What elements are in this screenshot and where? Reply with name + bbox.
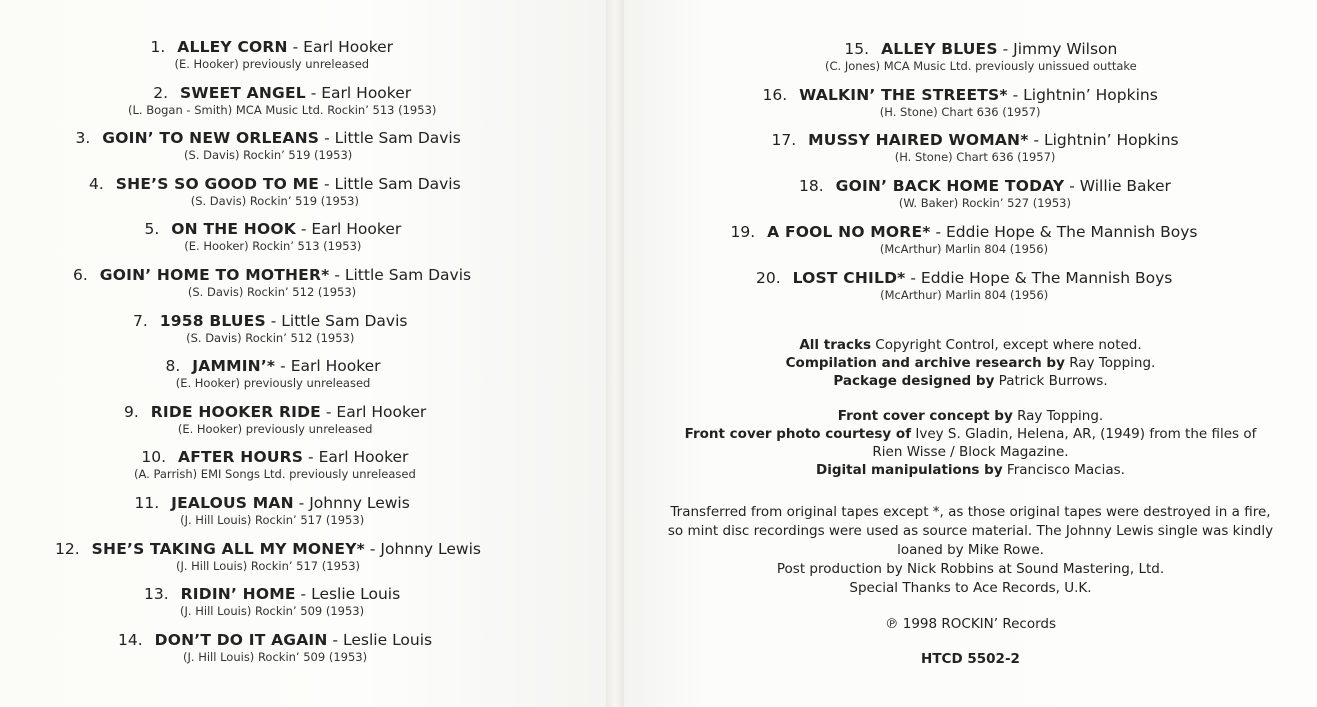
track-number: 5. — [144, 220, 160, 238]
track-entry — [76, 129, 461, 162]
track-line: 15. ALLEY BLUES - Jimmy Wilson — [844, 40, 1118, 58]
credit-label: Front cover concept by — [837, 408, 1013, 424]
track-entry — [825, 40, 1137, 73]
track-entry — [756, 269, 1172, 302]
track-line: 20. LOST CHILD* - Eddie Hope & The Mannish Boys — [756, 269, 1173, 287]
track-entry — [73, 266, 471, 299]
track-line: 10. AFTER HOURS - Earl Hooker — [141, 448, 409, 466]
track-artist: Little Sam Davis — [334, 129, 461, 147]
track-credit: (J. Hill Louis) Rockin’ 509 (1953) — [180, 604, 365, 618]
track-entry — [772, 131, 1179, 164]
right-panel — [624, 0, 1317, 707]
track-entry — [89, 175, 461, 208]
track-credit: (C. Jones) MCA Music Ltd. previously unissued outtake — [825, 59, 1137, 73]
credit-text: Ray Topping. — [1017, 408, 1104, 424]
track-line: 5. ON THE HOOK - Earl Hooker — [144, 220, 402, 238]
track-artist: Earl Hooker — [321, 84, 412, 102]
track-line: 9. RIDE HOOKER RIDE - Earl Hooker — [124, 403, 427, 421]
track-number: 9. — [124, 403, 139, 421]
track-entry — [145, 220, 402, 253]
track-entry — [128, 84, 436, 117]
track-title: JEALOUS MAN — [171, 494, 294, 512]
track-number: 15. — [844, 40, 870, 58]
track-line: 17. MUSSY HAIRED WOMAN* - Lightnin’ Hopkins — [771, 131, 1179, 149]
track-title: ON THE HOOK — [171, 220, 296, 238]
track-line: 16. WALKIN’ THE STREETS* - Lightnin’ Hopkins — [762, 86, 1158, 104]
track-credit: (E. Hooker) previously unreleased — [175, 376, 371, 390]
track-line: 7. 1958 BLUES - Little Sam Davis — [133, 312, 408, 330]
track-artist: Johnny Lewis — [309, 494, 410, 512]
credit-label: Package designed by — [833, 373, 995, 389]
track-title: SHE’S TAKING ALL MY MONEY* — [91, 540, 365, 558]
track-credit: (J. Hill Louis) Rockin’ 509 (1953) — [183, 650, 368, 664]
track-entry — [134, 448, 416, 481]
track-title: LOST CHILD* — [792, 269, 906, 287]
track-number: 16. — [762, 86, 788, 104]
credit-label: Front cover photo courtesy of — [684, 426, 912, 442]
track-credit: (S. Davis) Rockin’ 519 (1953) — [190, 194, 359, 208]
track-credit: (S. Davis) Rockin’ 519 (1953) — [184, 148, 353, 162]
track-artist: Little Sam Davis — [334, 175, 461, 193]
track-title: RIDE HOOKER RIDE — [150, 403, 321, 421]
track-line: 12. SHE’S TAKING ALL MY MONEY* - Johnny Lewis — [55, 540, 481, 558]
track-entry — [133, 312, 407, 345]
booklet-fold — [606, 0, 624, 707]
track-line: 2. SWEET ANGEL - Earl Hooker — [153, 84, 412, 102]
track-number: 12. — [55, 540, 80, 558]
credit-text: Patrick Burrows. — [998, 373, 1108, 389]
track-number: 11. — [134, 494, 160, 512]
track-credit: (L. Bogan - Smith) MCA Music Ltd. Rockin’ 513 (1953) — [128, 103, 437, 117]
track-entry — [763, 86, 1158, 119]
transfer-line: loaned by Mike Rowe. — [897, 542, 1044, 558]
track-artist: Earl Hooker — [311, 220, 402, 238]
track-number: 10. — [141, 448, 166, 466]
track-credit: (E. Hooker) Rockin’ 513 (1953) — [184, 239, 362, 253]
track-artist: Johnny Lewis — [380, 540, 481, 558]
track-line: 3. GOIN’ TO NEW ORLEANS - Little Sam Davis — [75, 129, 461, 147]
track-artist: Eddie Hope & The Mannish Boys — [946, 223, 1198, 241]
track-number: 18. — [799, 177, 824, 195]
track-number: 8. — [165, 357, 181, 375]
track-artist: Jimmy Wilson — [1013, 40, 1118, 58]
track-artist: Lightnin’ Hopkins — [1023, 86, 1158, 104]
track-entry — [166, 357, 381, 390]
track-number: 14. — [118, 631, 143, 649]
track-title: DON’T DO IT AGAIN — [154, 631, 328, 649]
track-number: 4. — [89, 175, 104, 193]
track-credit: (E. Hooker) previously unreleased — [177, 422, 373, 436]
track-entry — [799, 177, 1171, 210]
track-artist: Earl Hooker — [303, 38, 394, 56]
track-title: GOIN’ BACK HOME TODAY — [835, 177, 1065, 195]
copyright-line: ℗ 1998 ROCKIN’ Records — [884, 616, 1057, 632]
track-credit: (S. Davis) Rockin’ 512 (1953) — [187, 285, 357, 299]
transfer-line: Transferred from original tapes except *, as those original tapes were destroyed in a fire, — [670, 504, 1271, 520]
track-credit: (J. Hill Louis) Rockin’ 517 (1953) — [175, 559, 361, 573]
track-line: 4. SHE’S SO GOOD TO ME - Little Sam Davis — [89, 175, 461, 193]
track-title: A FOOL NO MORE* — [767, 223, 931, 241]
credit-text: Ray Topping. — [1069, 355, 1156, 371]
track-credit: (S. Davis) Rockin’ 512 (1953) — [186, 331, 355, 345]
credit-label: Compilation and archive research by — [785, 355, 1065, 371]
track-number: 2. — [153, 84, 169, 102]
track-number: 19. — [730, 223, 756, 241]
track-entry — [118, 631, 432, 664]
track-line: 8. JAMMIN’* - Earl Hooker — [165, 357, 381, 375]
credit-text: Copyright Control, except where noted. — [875, 337, 1142, 353]
track-line: 13. RIDIN’ HOME - Leslie Louis — [144, 585, 401, 603]
track-number: 3. — [75, 129, 91, 147]
track-artist: Leslie Louis — [311, 585, 401, 603]
credit-text: Rien Wisse / Block Magazine. — [872, 444, 1069, 460]
track-title: GOIN’ TO NEW ORLEANS — [102, 129, 320, 147]
track-line: 6. GOIN’ HOME TO MOTHER* - Little Sam Davis — [73, 266, 472, 284]
track-line: 18. GOIN’ BACK HOME TODAY - Willie Baker — [799, 177, 1171, 195]
track-artist: Eddie Hope & The Mannish Boys — [920, 269, 1173, 287]
track-number: 1. — [150, 38, 166, 56]
track-title: RIDIN’ HOME — [180, 585, 296, 603]
track-artist: Lightnin’ Hopkins — [1043, 131, 1179, 149]
track-credit: (E. Hooker) previously unreleased — [174, 57, 370, 71]
track-title: ALLEY CORN — [177, 38, 288, 56]
track-credit: (A. Parrish) EMI Songs Ltd. previously unreleased — [134, 467, 416, 481]
track-entry — [135, 494, 410, 527]
transfer-notes — [624, 503, 1317, 598]
track-line: 1. ALLEY CORN - Earl Hooker — [150, 38, 394, 56]
credit-label: Digital manipulations by — [816, 462, 1003, 478]
credit-text: Francisco Macias. — [1006, 462, 1125, 478]
left-panel — [0, 0, 606, 707]
track-title: GOIN’ HOME TO MOTHER* — [99, 266, 330, 284]
track-artist: Earl Hooker — [336, 403, 427, 421]
track-title: JAMMIN’* — [192, 357, 276, 375]
track-entry — [151, 38, 394, 71]
track-artist: Earl Hooker — [290, 357, 381, 375]
transfer-line: so mint disc recordings were used as source material. The Johnny Lewis single was kindly — [667, 523, 1274, 539]
credits-block — [624, 336, 1317, 479]
track-artist: Willie Baker — [1079, 177, 1171, 195]
track-artist: Little Sam Davis — [344, 266, 472, 284]
credit-label: All tracks — [799, 337, 871, 353]
track-credit: (McArthur) Marlin 804 (1956) — [879, 242, 1049, 256]
track-title: ALLEY BLUES — [881, 40, 998, 58]
track-title: 1958 BLUES — [159, 312, 266, 330]
track-line: 11. JEALOUS MAN - Johnny Lewis — [134, 494, 410, 512]
track-number: 7. — [133, 312, 148, 330]
track-title: MUSSY HAIRED WOMAN* — [808, 131, 1029, 149]
catalog-number: HTCD 5502-2 — [921, 651, 1020, 667]
track-line: 19. A FOOL NO MORE* - Eddie Hope & The Mannish Boys — [730, 223, 1198, 241]
track-entry — [731, 223, 1198, 256]
transfer-line: Post production by Nick Robbins at Sound Mastering, Ltd. — [776, 561, 1165, 577]
track-entry — [124, 403, 426, 436]
track-artist: Earl Hooker — [318, 448, 409, 466]
track-entry — [55, 540, 481, 573]
track-number: 6. — [73, 266, 88, 284]
track-title: SWEET ANGEL — [180, 84, 306, 102]
track-credit: (H. Stone) Chart 636 (1957) — [894, 150, 1056, 164]
track-line: 14. DON’T DO IT AGAIN - Leslie Louis — [118, 631, 433, 649]
track-number: 17. — [771, 131, 797, 149]
track-credit: (McArthur) Marlin 804 (1956) — [880, 288, 1049, 302]
track-entry — [144, 585, 400, 618]
track-title: SHE’S SO GOOD TO ME — [115, 175, 320, 193]
transfer-line: Special Thanks to Ace Records, U.K. — [849, 580, 1092, 596]
track-title: AFTER HOURS — [178, 448, 304, 466]
track-credit: (H. Stone) Chart 636 (1957) — [879, 105, 1041, 119]
track-number: 13. — [144, 585, 169, 603]
track-artist: Leslie Louis — [343, 631, 433, 649]
track-artist: Little Sam Davis — [281, 312, 408, 330]
track-number: 20. — [756, 269, 781, 287]
track-credit: (W. Baker) Rockin’ 527 (1953) — [898, 196, 1071, 210]
track-credit: (J. Hill Louis) Rockin’ 517 (1953) — [180, 513, 365, 527]
credit-text: Ivey S. Gladin, Helena, AR, (1949) from the files of — [915, 426, 1257, 442]
track-title: WALKIN’ THE STREETS* — [799, 86, 1008, 104]
